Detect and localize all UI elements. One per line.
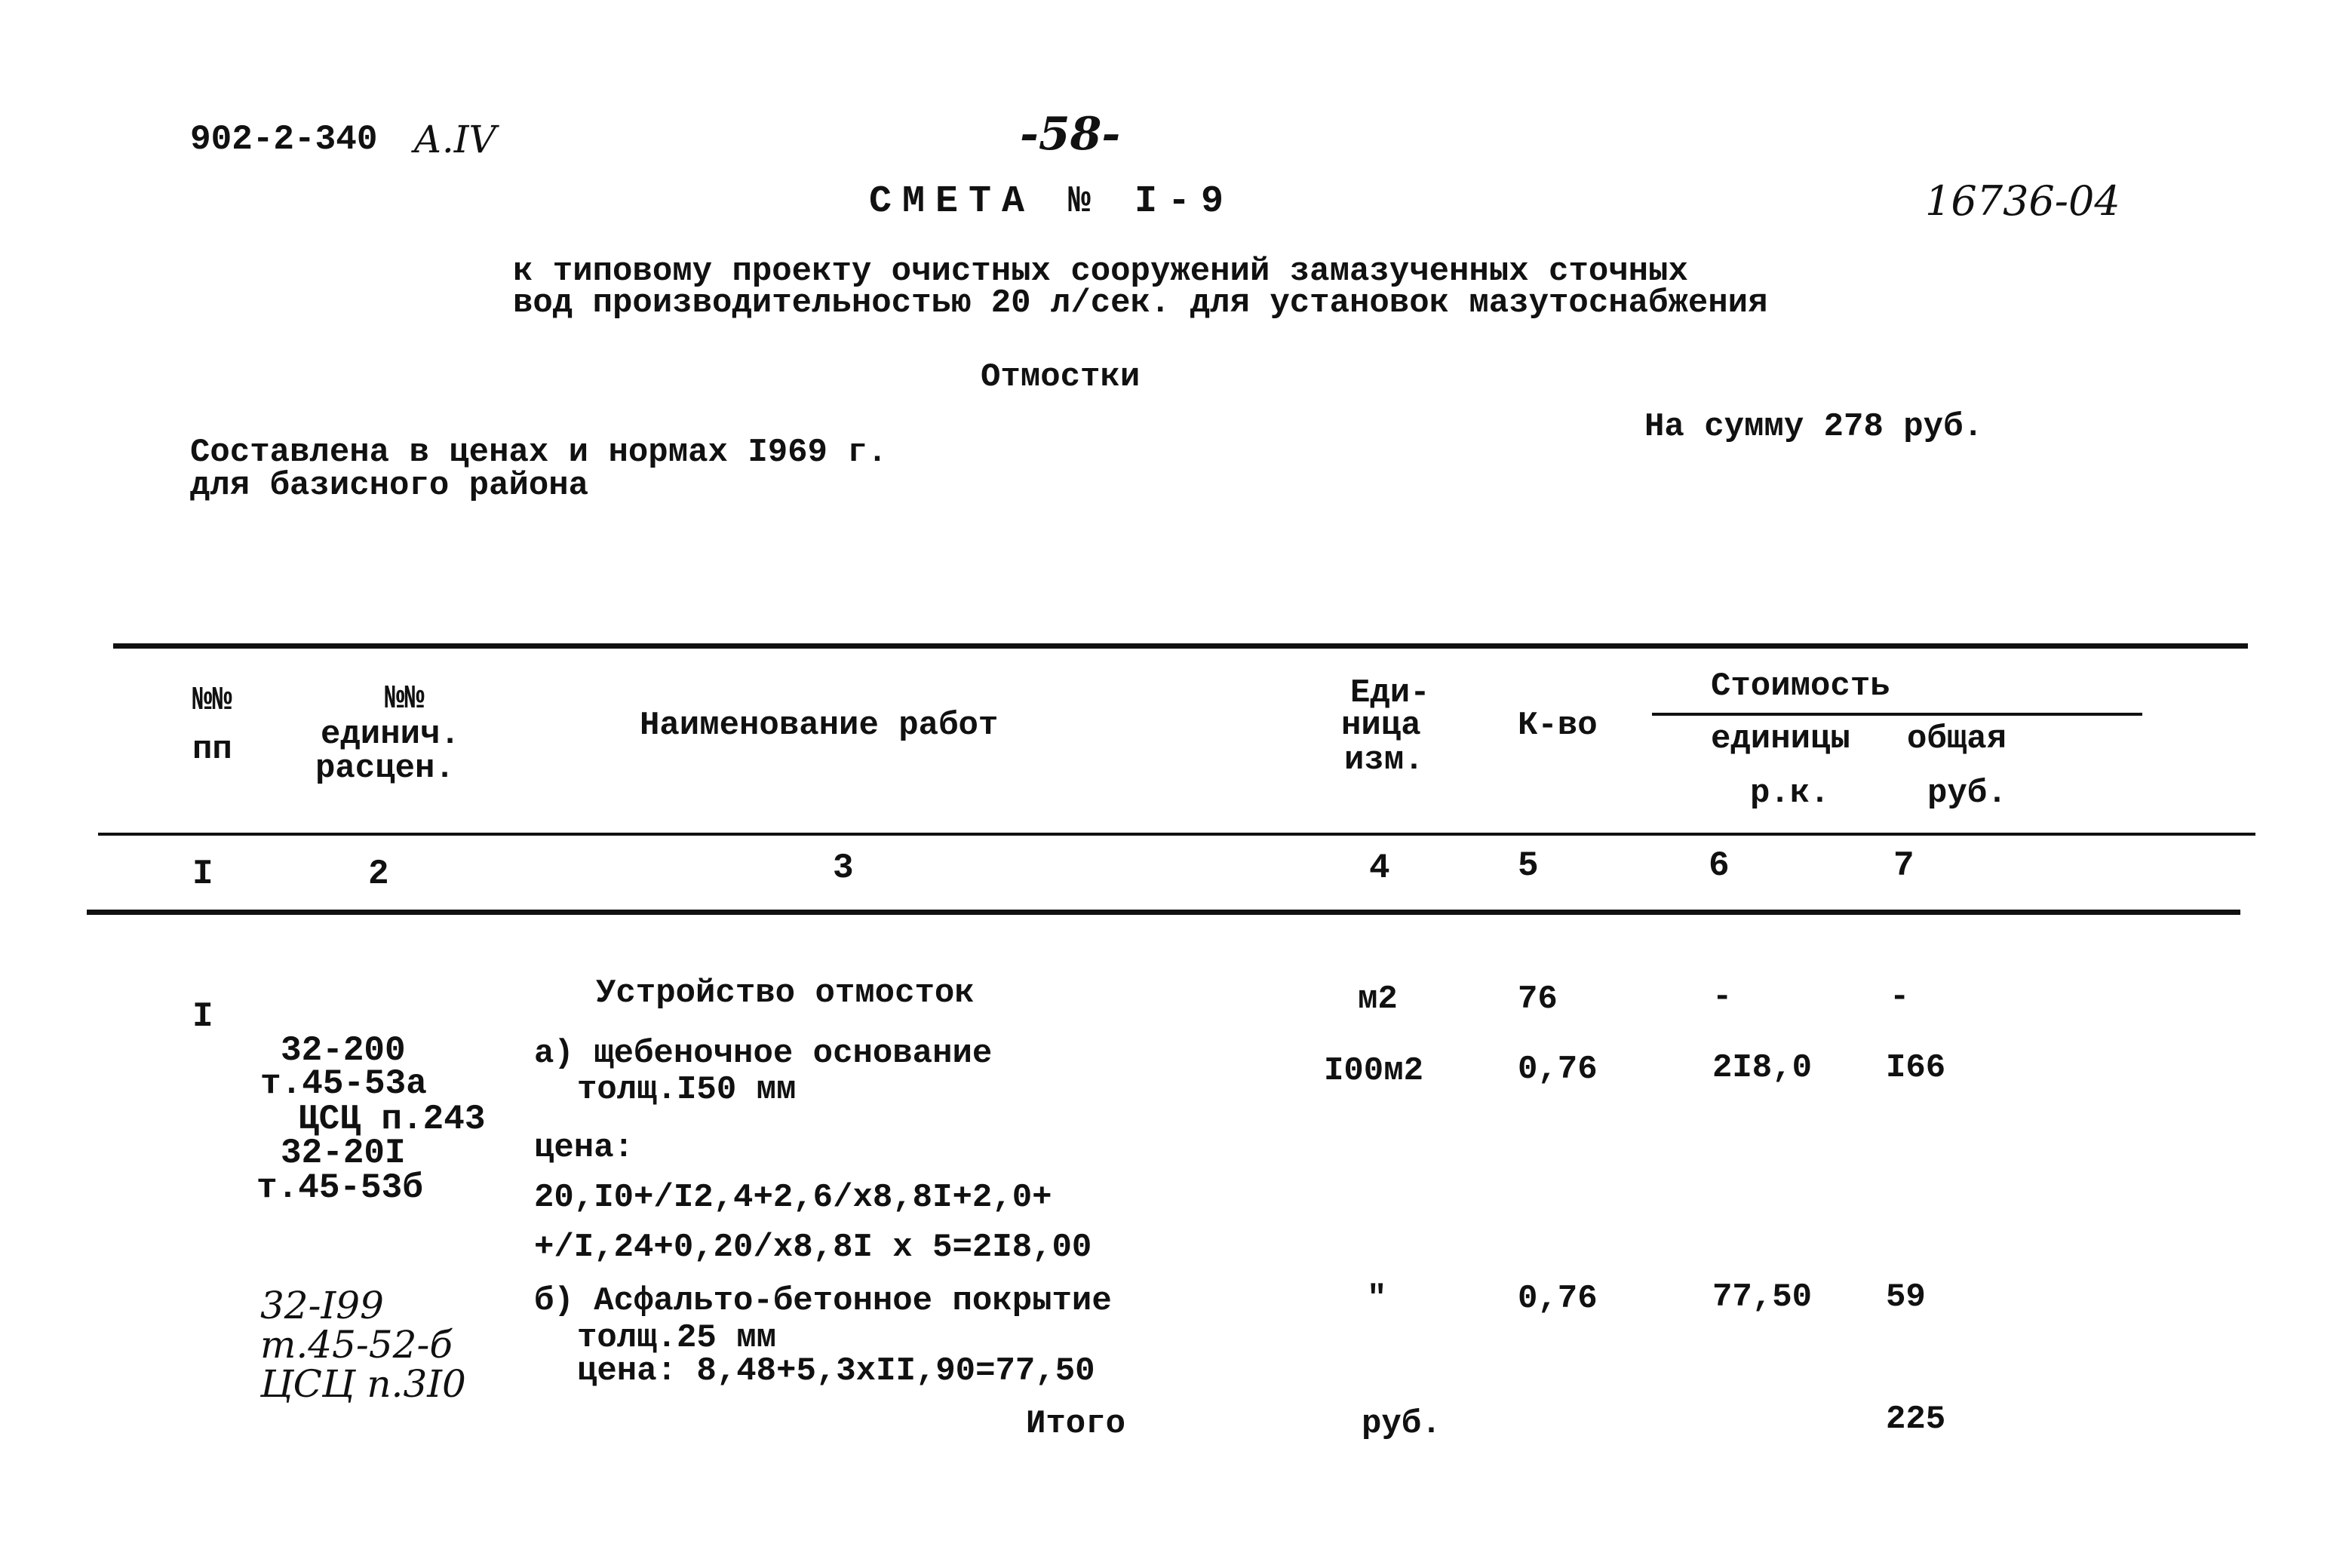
row-a-unit: I00м2: [1324, 1052, 1424, 1090]
row1-unit-cost: -: [1712, 978, 1733, 1016]
column-number-1: I: [192, 855, 213, 894]
table-top-rule: [113, 643, 2248, 649]
col6-header-2: р.к.: [1750, 775, 1830, 812]
row-b-formula: цена: 8,48+5,3хII,90=77,50: [577, 1352, 1095, 1390]
row-a-ref-3: ЦСЦ п.243: [298, 1100, 486, 1139]
col1-header-pp: пп: [192, 731, 232, 769]
column-number-2: 2: [368, 855, 389, 894]
row-a-qty: 0,76: [1518, 1051, 1598, 1088]
col5-header: К-во: [1518, 707, 1598, 744]
album-mark: А.IV: [413, 118, 496, 161]
subtitle-line-1: к типовому проекту очистных сооружений замазученных сточных: [513, 253, 1688, 290]
row-b-ref-1: 32-I99: [260, 1284, 384, 1327]
column-number-3: 3: [833, 848, 854, 888]
row-b-ref-2: т.45-52-б: [260, 1323, 453, 1367]
cost-header-rule: [1652, 713, 2142, 716]
col2-header-unit: единич.: [321, 716, 460, 753]
col2-header-rates: расцен.: [315, 750, 455, 787]
total-sum: На сумму 278 руб.: [1644, 408, 1983, 446]
column-number-4: 4: [1369, 848, 1390, 888]
section-title: Отмостки: [981, 358, 1141, 396]
row1-qty: 76: [1518, 980, 1558, 1018]
row-b-total: 59: [1886, 1278, 1926, 1316]
row-a-ref-1: 32-200: [281, 1031, 406, 1070]
row-a-name-2: толщ.I50 мм: [577, 1071, 797, 1109]
col4-header-3: изм.: [1344, 741, 1424, 779]
compiled-line-2: для базисного района: [190, 467, 589, 505]
row-a-ref-2: т.45-53а: [260, 1064, 427, 1103]
subtitle-line-2: вод производительностью 20 л/сек. для установок мазутоснабжения: [513, 284, 1768, 322]
compiled-line-1: Составлена в ценах и нормах I969 г.: [190, 434, 888, 471]
col4-header-2: ница: [1341, 707, 1421, 744]
doc-code: 902-2-340: [190, 120, 378, 159]
row-b-qty: 0,76: [1518, 1280, 1598, 1318]
col7-header-1: общая: [1907, 720, 2007, 758]
col2-header-no: №№: [385, 680, 425, 718]
row-b-unit-cost: 77,50: [1712, 1278, 1813, 1316]
estimate-title: СМЕТА № I-9: [869, 180, 1235, 223]
row-a-total: I66: [1886, 1049, 1946, 1087]
row-a-name-1: а) щебеночное основание: [534, 1035, 993, 1072]
col4-header-1: Еди-: [1350, 674, 1430, 712]
column-numbers-rule: [87, 910, 2240, 915]
column-number-6: 6: [1709, 846, 1730, 885]
col1-header-no: №№: [192, 682, 232, 720]
column-number-5: 5: [1518, 846, 1539, 885]
row-a-unit-cost: 2I8,0: [1712, 1049, 1813, 1087]
row-a-formula-2: +/I,24+0,20/х8,8I х 5=2I8,00: [534, 1229, 1092, 1266]
column-number-7: 7: [1893, 846, 1914, 885]
row-b-unit: ": [1367, 1280, 1387, 1318]
inventory-number: 16736-04: [1925, 177, 2120, 225]
row-b-ref-3: ЦСЦ п.3I0: [260, 1362, 466, 1406]
row-a-price-label: цена:: [534, 1129, 634, 1167]
total-unit: руб.: [1362, 1405, 1442, 1443]
row1-number: I: [192, 997, 213, 1036]
row-a-ref-4: 32-20I: [281, 1134, 406, 1173]
header-bottom-rule: [98, 833, 2255, 836]
row-b-name-1: б) Асфальто-бетонное покрытие: [534, 1282, 1112, 1320]
row-a-ref-5: т.45-53б: [256, 1168, 423, 1207]
row-b-name-2: толщ.25 мм: [577, 1319, 777, 1357]
total-value: 225: [1886, 1401, 1946, 1438]
col6-header-1: единицы: [1711, 720, 1850, 758]
row1-name: Устройство отмосток: [596, 974, 975, 1012]
col7-header-2: руб.: [1927, 775, 2007, 812]
cost-header: Стоимость: [1711, 667, 1890, 705]
total-label: Итого: [1026, 1405, 1126, 1443]
row1-total: -: [1890, 978, 1910, 1016]
page-number: -58-: [1020, 108, 1121, 161]
row-a-formula-1: 20,I0+/I2,4+2,6/х8,8I+2,0+: [534, 1179, 1052, 1217]
row1-unit: м2: [1358, 980, 1398, 1018]
col3-header: Наименование работ: [640, 707, 999, 744]
